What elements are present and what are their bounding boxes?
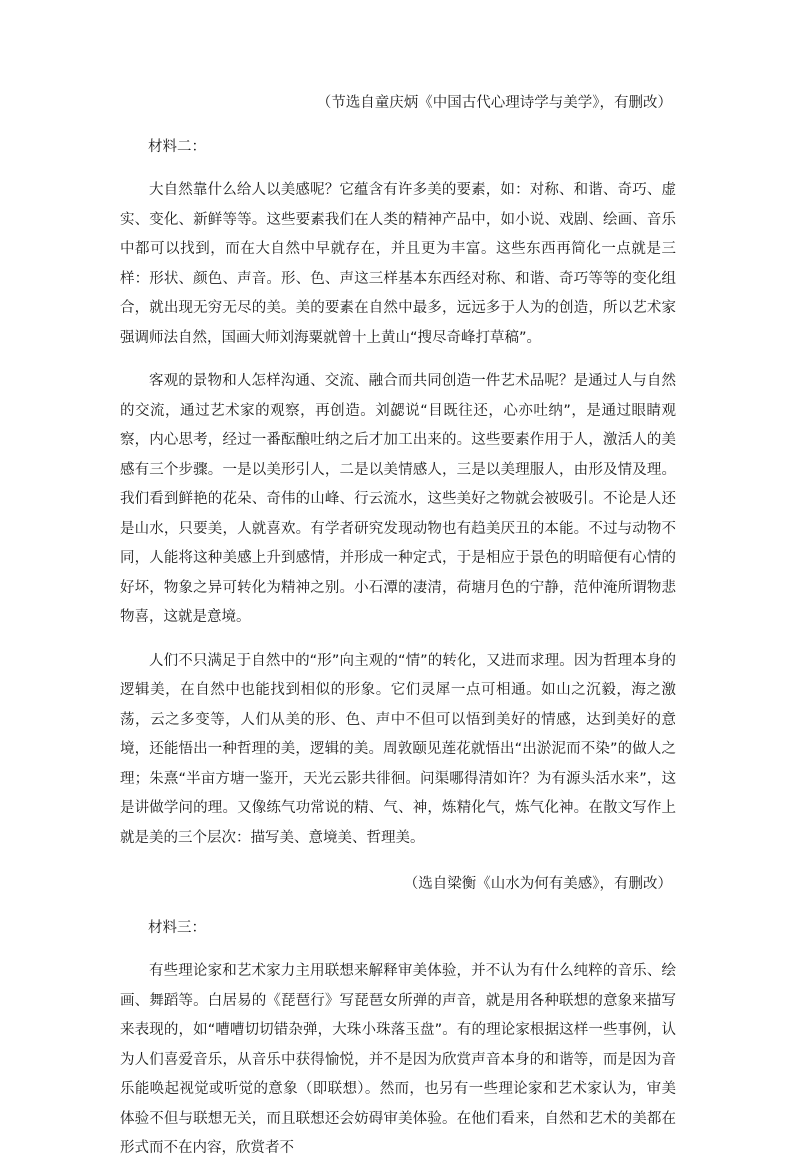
material-two-label: 材料二： — [148, 139, 206, 155]
document-page — [120, 88, 676, 1164]
material-three-label: 材料三： — [148, 920, 206, 936]
paragraph-natural-beauty: 大自然靠什么给人以美感呢？它蕴含有许多美的要素，如：对称、和谐、奇巧、虚实、变化、新鲜等等。这些要素我们在人类的精神产品中，如小说、戏剧、绘画、音乐中都可以找到，而在大自然中早就存在，并且更为丰富。这些东西再简化一点就是三样：形状、颜色、声音。形、色、声这三样基本东西经对称、和谐、奇巧等等的变化组合，就出现无穷无尽的美。美的要素在自然中最多，远远多于人为的创造，所以艺术家强调师法自然，国画大师刘海粟就曾十上黄山“搜尽奇峰打草稿”。 — [120, 182, 676, 346]
source-citation-1: （节选自童庆炳《中国古代心理诗学与美学》，有删改） — [316, 95, 672, 111]
paragraph-artistic-creation: 客观的景物和人怎样沟通、交流、融合而共同创造一件艺术品呢？是通过人与自然的交流，通过艺术家的观察，再创造。刘勰说“目既往还，心亦吐纳”，是通过眼睛观察，内心思考，经过一番酝酿吐纳之后才加工出来的。这些要素作用于人，激活人的美感有三个步骤。一是以美形引人，二是以美情感人，三是以美理服人，由形及情及理。我们看到鲜艳的花朵、奇伟的山峰、行云流水，这些美好之物就会被吸引。不论是人还是山水，只要美，人就喜欢。有学者研究发现动物也有趋美厌丑的本能。不过与动物不同，人能将这种美感上升到感情，并形成一种定式，于是相应于景色的明暗便有心情的好坏，物象之异可转化为精神之别。小石潭的凄清，荷塘月色的宁静，范仲淹所谓物悲物喜，这就是意境。 — [120, 373, 676, 625]
source-citation-2: （选自梁衡《山水为何有美感》，有删改） — [403, 876, 672, 892]
paragraph-association: 有些理论家和艺术家力主用联想来解释审美体验，并不认为有什么纯粹的音乐、绘画、舞蹈等。白居易的《琵琶行》写琵琶女所弹的声音，就是用各种联想的意象来描写来表现的，如“嘈嘈切切错杂弹，大珠小珠落玉盘”。有的理论家根据这样一些事例，认为人们喜爱音乐，从音乐中获得愉悦，并不是因为欣赏声音本身的和谐等，而是因为音乐能唤起视觉或听觉的意象（即联想）。然而，也另有一些理论家和艺术家认为，审美体验不但与联想无关，而且联想还会妨碍审美体验。在他们看来，自然和艺术的美都在形式而不在内容，欣赏者不 — [120, 963, 676, 1156]
paragraph-philosophy: 人们不只满足于自然中的“形”向主观的“情”的转化，又进而求理。因为哲理本身的逻辑美，在自然中也能找到相似的形象。它们灵犀一点可相通。如山之沉毅，海之激荡，云之多变等，人们从美的形、色、声中不但可以悟到美好的情感，达到美好的意境，还能悟出一种哲理的美，逻辑的美。周敦颐见莲花就悟出“出淤泥而不染”的做人之理；朱熹“半亩方塘一鉴开，天光云影共徘徊。问渠哪得清如许？为有源头活水来”，这是讲做学问的理。又像练气功常说的精、气、神，炼精化气，炼气化神。在散文写作上就是美的三个层次：描写美、意境美、哲理美。 — [120, 652, 676, 846]
